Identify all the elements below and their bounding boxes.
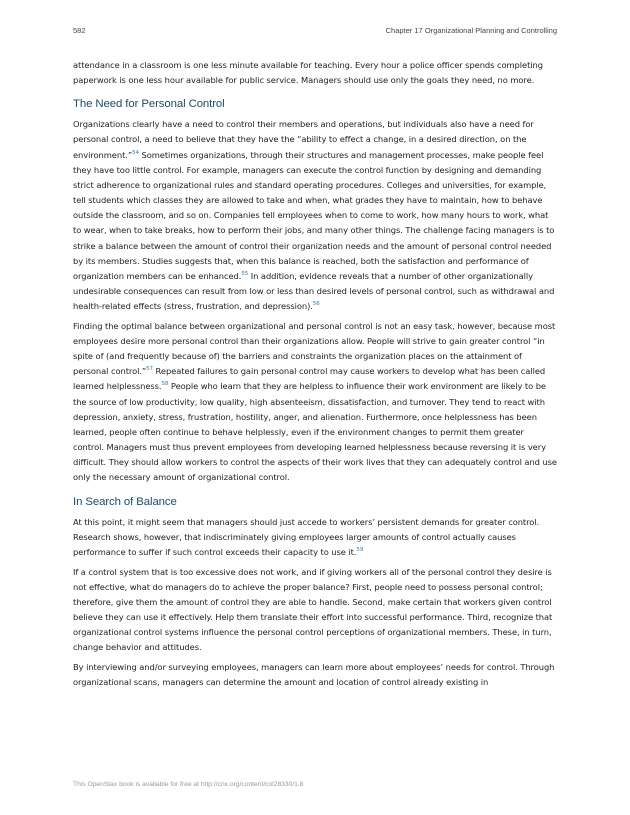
paragraph-balance-2: If a control system that is too excessive does not work, and if giving workers all of the personal control they desire is not effective, what do managers do to achieve the proper balance? First, people need to possess personal control; therefore, give them the amount of control they are able to handle. Second, make certain that workers given control believe they can use it effectively. Help them translate their effort into successful performance. Third, recognize that organizational control systems influence the personal control perceptions of organizational members. These, in turn, change behavior and attitudes. [73, 566, 553, 653]
section-heading-personal-control: The Need for Personal Control [73, 98, 225, 111]
paragraph-text: Repeated failures to gain personal control may cause workers to develop what has been called learned helplessness. [73, 366, 546, 392]
chapter-title: Chapter 17 Organizational Planning and Controlling [385, 26, 557, 35]
footnote-ref-58[interactable]: 58 [161, 381, 169, 388]
section-heading-balance: In Search of Balance [73, 495, 177, 508]
paragraph-text: In addition, evidence reveals that a number of other organizationally undesirable consequences can result from low or less than desired levels of personal control, such as withdrawal and health-related effects (stress, frustration, and depression). [73, 270, 555, 312]
footnote-ref-56[interactable]: 56 [312, 301, 320, 308]
footnote-ref-55[interactable]: 55 [241, 270, 249, 277]
paragraph-personal-control-2 [73, 319, 557, 486]
paragraph-text: Organizations clearly have a need to control their members and operations, but individuals also have a need for personal control, a need to believe that they have the “ability to effect a change, in a desired direction, on the environment.” [73, 119, 534, 160]
paragraph-text: People who learn that they are helpless to influence their work environment are likely to be the source of low productivity, low quality, high absenteeism, dissatisfaction, and turnover. They tend to react with depression, anxiety, stress, frustration, hostility, anger, and alienation. Furthermore, once helplessness has been learned, people often continue to behave helplessly, even if the environment changes to permit them greater control. Managers must thus prevent employees from developing learned helplessness because reversing it is very difficult. They should allow workers to control the aspects of their work lives that they can adequately control and use only the necessary amount of organizational control. [73, 381, 557, 483]
paragraph-text: Finding the optimal balance between organizational and personal control is not an easy task, however, because most employees desire more personal control than their organizations allow. People will strive to gain greater control “in spite of (and frequently because of) the barriers and constraints the organization places on the attainment of personal control.” [73, 320, 556, 377]
paragraph-balance-3: By interviewing and/or surveying employees, managers can learn more about employees’ needs for control. Through organizational scans, managers can determine the amount and location of control already existing in [73, 661, 555, 688]
paragraph-text: Sometimes organizations, through their structures and management processes, make people feel they have too little control. For example, managers can execute the control function by designing and demanding strict adherence to organizational rules and standard operating procedures. Colleges and universities, for example, tell students which classes they are allowed to take and when, what grades they have to maintain, how to behave outside the classroom, and so on. Companies tell employees when to come to work, how many hours to work, what to wear, when to take breaks, how to perform their jobs, and many other things. The challenge facing managers is to strike a balance between the amount of control their organization needs and the amount of personal control needed by its members. Studies suggests that, when this balance is reached, both the satisfaction and performance of organization members can be enhanced. [73, 149, 555, 281]
page-header [73, 26, 557, 38]
page-content [73, 58, 557, 695]
page-number: 582 [73, 26, 86, 35]
paragraph-text: At this point, it might seem that managers should just accede to workers’ persistent demands for greater control. Research shows, however, that indiscriminately giving employees larger amounts of control actually causes performance to suffer if such control exceeds their capacity to use it. [73, 516, 540, 557]
paragraph-balance-1 [73, 515, 557, 560]
footnote-ref-59[interactable]: 59 [356, 546, 364, 553]
intro-paragraph: attendance in a classroom is one less minute available for teaching. Every hour a police officer spends completing paperwork is one less hour available for public service. Managers should use only the goals they need, no more. [73, 60, 543, 86]
paragraph-personal-control-1 [73, 117, 557, 314]
footnote-ref-54[interactable]: 54 [132, 149, 139, 156]
page-footer: This OpenStax book is available for free at http://cnx.org/content/col28330/1.8 [73, 781, 304, 788]
footnote-ref-57[interactable]: 57 [146, 366, 153, 373]
